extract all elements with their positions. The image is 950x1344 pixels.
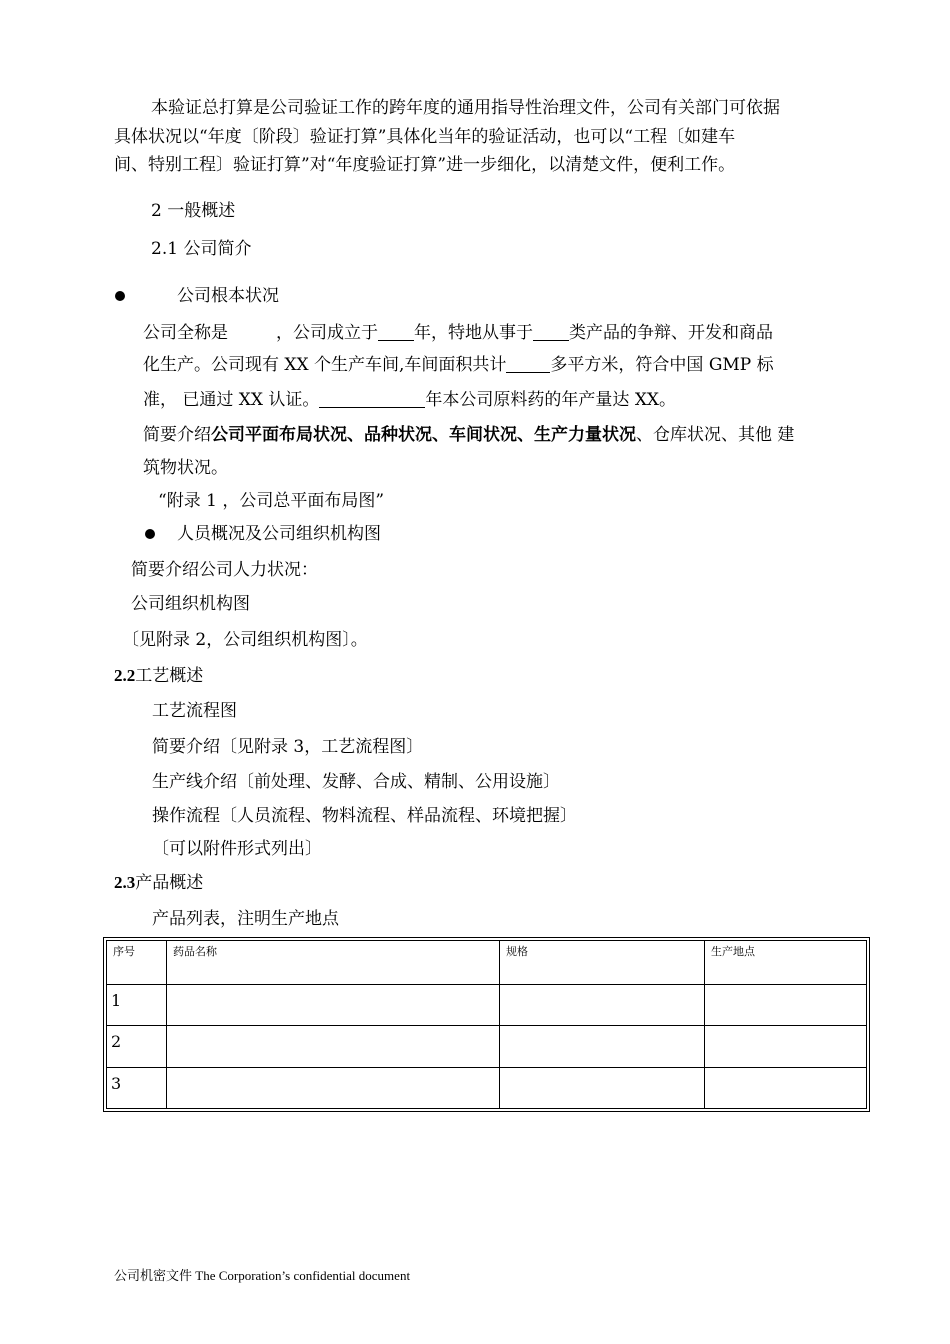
table-row (107, 1026, 867, 1067)
table-cell (500, 985, 705, 1026)
bullet-company-basic: 公司根本状况 (177, 286, 279, 306)
table-cell (705, 1067, 867, 1108)
table-row (107, 1067, 867, 1108)
company-basic-line-3: 准， 已通过 XX 认证。 年本公司原料药的年产量达 XX。 (143, 390, 677, 410)
bullet-icon (145, 529, 155, 539)
company-basic-line-1: 公司全称是 ，公司成立于 年，特地从事于 类产品的争辩、开发和商品 (143, 323, 773, 343)
section-heading: 2 一般概述 (151, 201, 236, 221)
subsection-2-3-heading: 2.3产品概述 (114, 873, 204, 893)
header-cell-location: 生产地点 (705, 941, 867, 985)
staff-line-3: 〔见附录 2，公司组织机构图〕。 (122, 630, 368, 650)
intro-line-3: 间、特别工程〕验证打算”对“年度验证打算”进一步细化，以清楚文件，便利工作。 (114, 155, 736, 175)
header-cell-spec: 规格 (500, 941, 705, 985)
process-line-5: 〔可以附件形式列出〕 (152, 839, 322, 859)
table-cell (500, 1067, 705, 1108)
table-cell (705, 985, 867, 1026)
subsection-2-1-heading: 2.1 公司简介 (151, 239, 252, 259)
appendix-1-reference: “附录 1 ，公司总平面布局图” (158, 491, 385, 511)
header-cell-drug-name: 药品名称 (167, 941, 500, 985)
page-footer: 公司机密文件 The Corporation’s confidential document (114, 1268, 411, 1283)
company-basic-line-2: 化生产。公司现有 XX 个生产车间,车间面积共计 多平方米，符合中国 GMP 标 (143, 355, 774, 375)
staff-line-2: 公司组织机构图 (131, 594, 250, 614)
process-line-1: 工艺流程图 (152, 701, 237, 721)
process-line-4: 操作流程〔人员流程、物料流程、样品流程、环境把握〕 (152, 806, 577, 826)
table-cell (167, 1026, 500, 1067)
intro-line-1: 本验证总打算是公司验证工作的跨年度的通用指导性治理文件，公司有关部门可依据 (151, 98, 780, 118)
subsection-2-2-heading: 2.2工艺概述 (114, 666, 204, 686)
table-cell: 3 (107, 1067, 167, 1108)
company-basic-line-4: 简要介绍公司平面布局状况、品种状况、车间状况、生产力量状况、仓库状况、其他 建 (143, 425, 795, 445)
table-row (107, 985, 867, 1026)
intro-line-2: 具体状况以“年度〔阶段〕验证打算”具体化当年的验证活动，也可以“工程〔如建车 (114, 127, 736, 147)
product-table (103, 937, 870, 1112)
table-cell (705, 1026, 867, 1067)
company-basic-line-5: 筑物状况。 (143, 458, 228, 478)
process-line-2: 简要介绍〔见附录 3，工艺流程图〕 (152, 737, 424, 757)
bullet-icon (115, 291, 125, 301)
table-cell (167, 985, 500, 1026)
table-cell: 2 (107, 1026, 167, 1067)
table-header-row (107, 941, 867, 985)
process-line-3: 生产线介绍〔前处理、发酵、合成、精制、公用设施〕 (152, 772, 560, 792)
bullet-staff-overview: 人员概况及公司组织机构图 (177, 524, 381, 544)
staff-line-1: 简要介绍公司人力状况： (131, 560, 318, 580)
table-cell: 1 (107, 985, 167, 1026)
product-list-intro: 产品列表，注明生产地点 (152, 909, 339, 929)
header-cell-index: 序号 (107, 941, 167, 985)
table-cell (500, 1026, 705, 1067)
table-cell (167, 1067, 500, 1108)
